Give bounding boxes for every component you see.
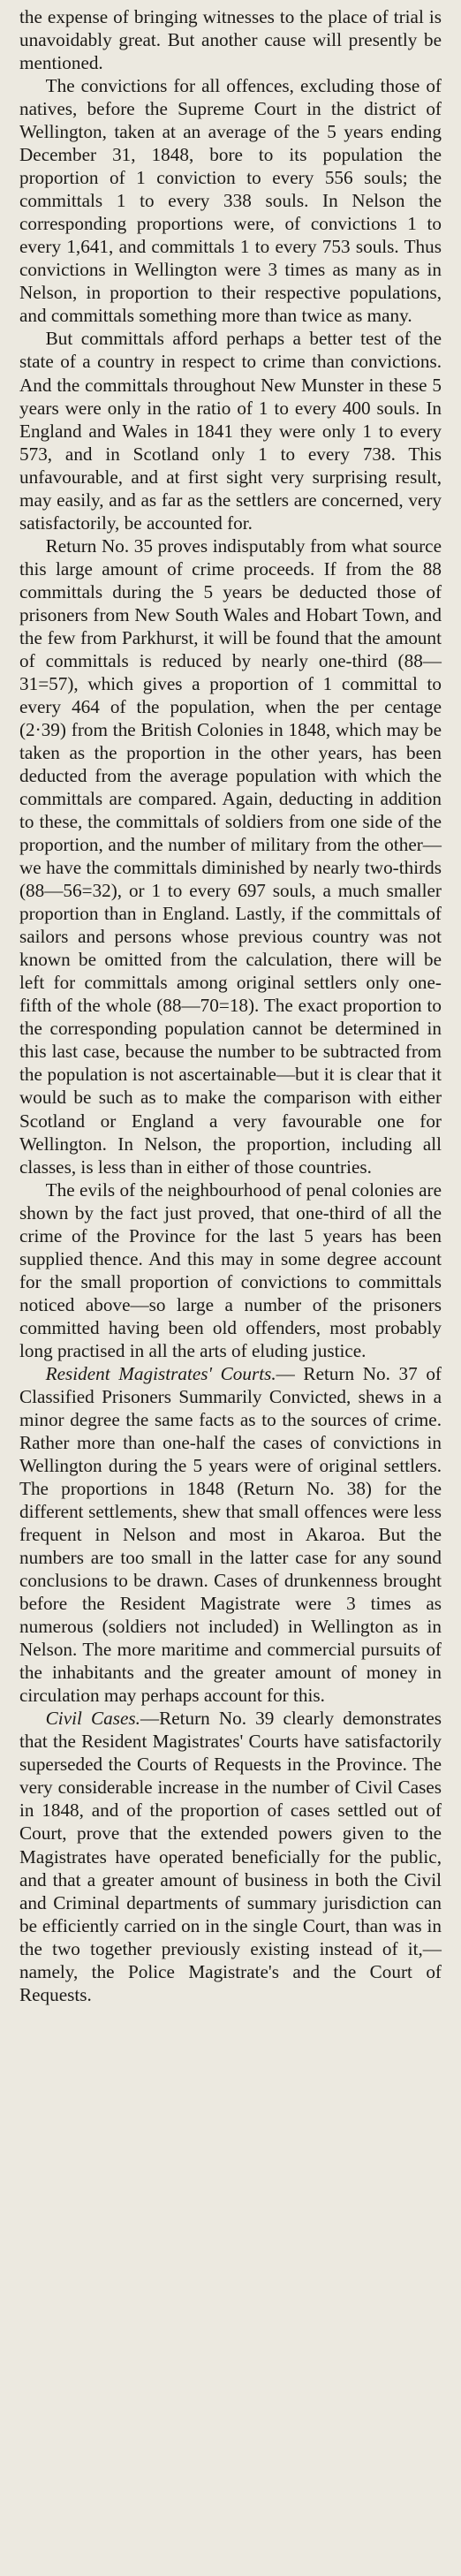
paragraph-text: the expense of bringing witnesses to the place of trial is unavoidably great. But another cause will presently be mentioned. — [19, 6, 442, 74]
paragraph-civil-cases — [19, 1707, 442, 2005]
paragraph-convictions — [19, 74, 442, 327]
paragraph-committals — [19, 327, 442, 534]
paragraph-resident-magistrates — [19, 1362, 442, 1707]
paragraph-trial-expense — [19, 5, 442, 74]
paragraph-text: — Return No. 37 of Classified Prisoners Summarily Convicted, shews in a minor degree the same facts as to the sources of crime. Rather more than one-half the cases of convictions in Wellington during the 5 years were of original settlers. The proportions in 1848 (Return No. 38) for the different settlements, shew that small offences were less frequent in Nelson and most in Akaroa. But the numbers are too small in the latter case for any sound conclusions to be drawn. Cases of drunkenness brought before the Resident Magistrate were 3 times as numerous (soldiers not included) in Wellington as in Nelson. The more maritime and commercial pursuits of the inhabitants and the greater amount of money in circulation may perhaps account for this. — [19, 1362, 442, 1707]
paragraph-penal-colonies — [19, 1178, 442, 1362]
paragraph-text: Return No. 35 proves indisputably from what source this large amount of crime proceeds. If from the 88 committals during the 5 years be deducted those of prisoners from New South Wales and Hobart Town, and the few from Parkhurst, it will be found that the amount of committals is reduced by nearly one-third (88—31=57), which gives a proportion of 1 committal to every 464 of the population, when the per centage (2·39) from the British Colonies in 1848, which may be taken as the proportion in the other years, has been deducted from the average population with which the committals are compared. Again, deducting in addition to these, the committals of soldiers from one side of the proportion, and the number of military from the other—we have the committals diminished by nearly two-thirds (88—56=32), or 1 to every 697 souls, a much smaller proportion than in England. Lastly, if the committals of sailors and persons whose previous country was not known be omitted from the calculation, there will be left for committals among original settlers only one-fifth of the whole (88—70=18). The exact proportion to the corresponding population cannot be determined in this last case, because the number to be subtracted from the population is not ascertainable—but it is clear that it would be such as to make the comparison with either Scotland or England a very favourable one for Wellington. In Nelson, the proportion, including all classes, is less than in either of those countries. — [19, 534, 442, 1178]
paragraph-text: But committals afford perhaps a better test of the state of a country in respect to crime than convictions. And the committals throughout New Munster in these 5 years were only in the ratio of 1 to every 400 souls. In England and Wales in 1841 they were only 1 to every 573, and in Scotland only 1 to every 738. This unfavourable, and at first sight very surprising result, may easily, and as far as the settlers are concerned, very satisfactorily, be accounted for. — [19, 328, 442, 534]
paragraph-return-35 — [19, 534, 442, 1178]
section-heading-resident-magistrates: Resident Magistrates' Courts. — [45, 1362, 276, 1384]
paragraph-text: The evils of the neighbourhood of penal colonies are shown by the fact just proved, that one-third of all the crime of the Province for the last 5 years has been supplied thence. And this may in some degree account for the small proportion of convictions to committals noticed above—so large a number of the prisoners committed having been old offenders, most probably long practised in all the arts of eluding justice. — [19, 1178, 442, 1361]
section-heading-civil-cases: Civil Cases. — [45, 1708, 140, 1730]
article-column — [19, 5, 442, 2006]
paragraph-text: The convictions for all offences, excluding those of natives, before the Supreme Court in the district of Wellington, taken at an average of the 5 years ending December 31, 1848, bore to its population the proportion of 1 conviction to every 556 souls; the committals 1 to every 338 souls. In Nelson the corresponding proportions were, of convictions 1 to every 1,641, and committals 1 to every 753 souls. Thus convictions in Wellington were 3 times as many as in Nelson, in proportion to their respective populations, and committals something more than twice as many. — [19, 75, 442, 327]
paragraph-text: —Return No. 39 clearly demonstrates that the Resident Magistrates' Courts have satisfactorily superseded the Courts of Requests in the Province. The very considerable increase in the number of Civil Cases in 1848, and of the proportion of cases settled out of Court, prove that the extended powers given to the Magistrates have operated beneficially for the public, and that a greater amount of business in both the Civil and Criminal departments of summary jurisdiction can be efficiently carried on in the single Court, than was in the two together previously existing instead of it,—namely, the Police Magistrate's and the Court of Requests. — [19, 1708, 442, 2005]
